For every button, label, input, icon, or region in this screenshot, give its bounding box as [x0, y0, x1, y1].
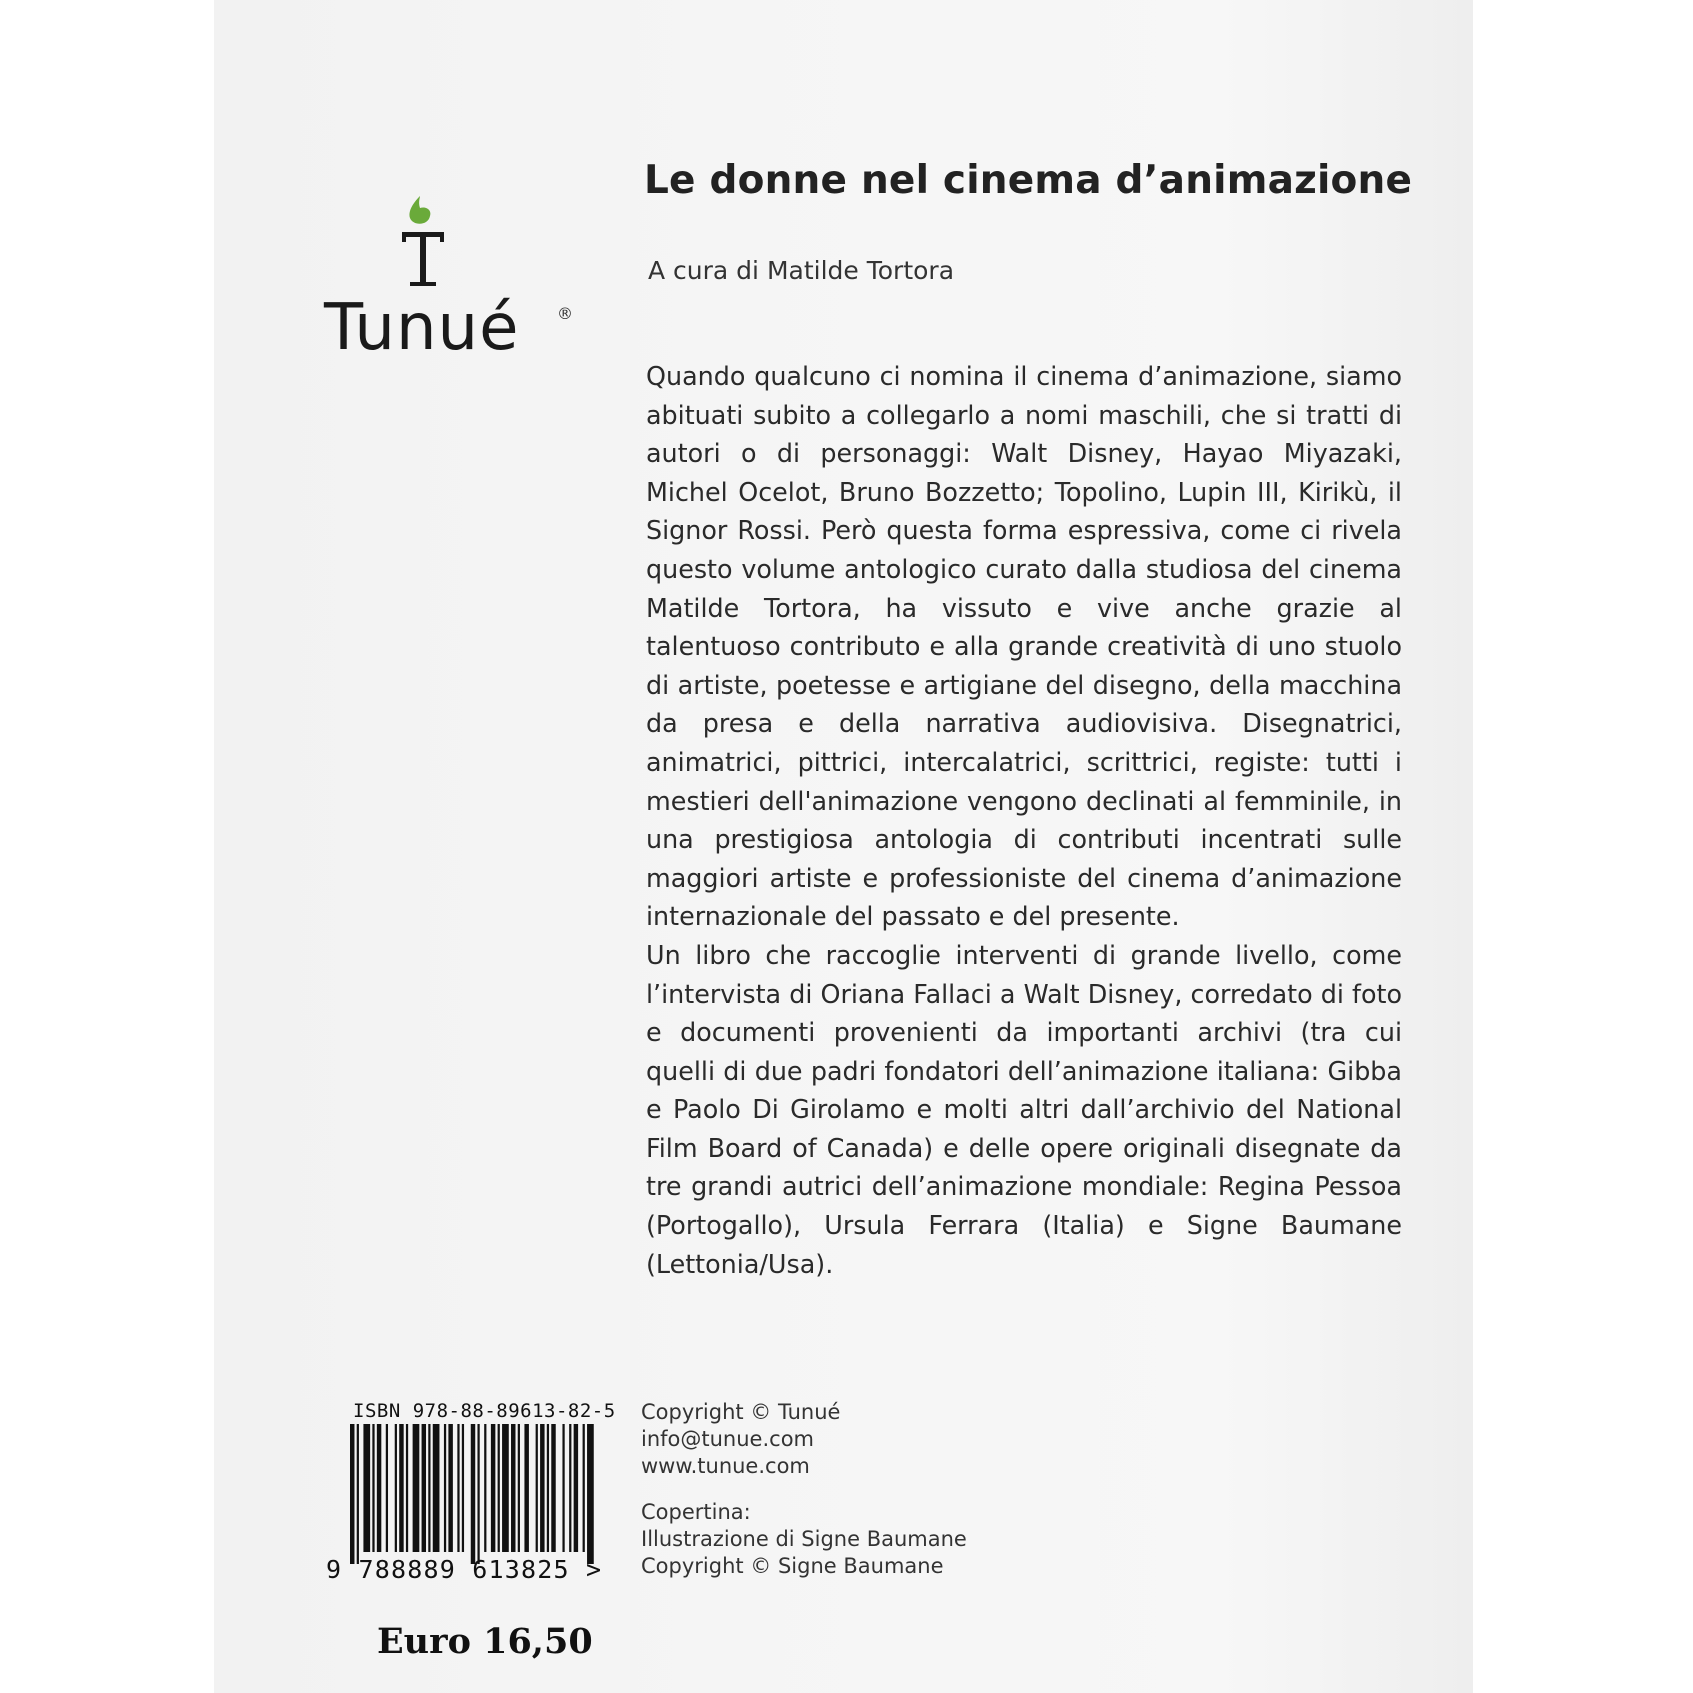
- barcode-bar: [540, 1424, 544, 1552]
- barcode-bar: [363, 1424, 370, 1552]
- barcode-bar: [511, 1424, 515, 1552]
- isbn-label: ISBN 978-88-89613-82-5: [353, 1400, 616, 1422]
- barcode-bar: [357, 1424, 359, 1564]
- barcode-bar: [574, 1424, 578, 1552]
- blurb-paragraph: Un libro che raccoglie interventi di grande livello, come l’intervista di Oriana Fallaci a Walt Disney, corredato di foto e documenti provenienti da importanti archivi (tra cui quelli di due padri fondatori dell’animazione italiana: Gibba e Paolo Di Girolamo e molti altri dall’archivio del National Film Board of Canada) e delle opere originali disegnate da tre grandi autrici dell’animazione mondiale: Regina Pessoa (Portogallo), Ursula Ferrara (Italia) e Signe Baumane (Lettonia/Usa).: [646, 939, 1402, 1279]
- book-back-cover: [214, 0, 1473, 1693]
- barcode-bar: [372, 1424, 374, 1552]
- barcode-bar: [377, 1424, 381, 1552]
- cover-illustration: Illustrazione di Signe Baumane: [641, 1527, 967, 1551]
- barcode-bar: [428, 1424, 430, 1552]
- price: Euro 16,50: [377, 1621, 593, 1662]
- barcode-bar: [491, 1424, 495, 1552]
- book-title: Le donne nel cinema d’animazione: [644, 158, 1413, 203]
- barcode-bar: [386, 1424, 388, 1552]
- website: www.tunue.com: [641, 1454, 810, 1478]
- barcode-bar: [562, 1424, 564, 1552]
- barcode-bar: [462, 1424, 464, 1552]
- barcode-icon: [350, 1424, 596, 1564]
- barcode-digits: 9 788889 613825 >: [326, 1555, 603, 1584]
- barcode-bar: [433, 1424, 440, 1552]
- barcode-bar: [524, 1424, 528, 1552]
- barcode-bar: [536, 1424, 538, 1552]
- barcode-bar: [587, 1424, 594, 1564]
- logo-wordmark: Tunué: [324, 291, 520, 365]
- email: info@tunue.com: [641, 1427, 814, 1451]
- barcode-bar: [547, 1424, 549, 1552]
- barcode-bar: [395, 1424, 397, 1552]
- barcode-bar: [583, 1424, 585, 1552]
- blurb: [646, 357, 1402, 1283]
- cover-label: Copertina:: [641, 1500, 751, 1524]
- barcode-bar: [457, 1424, 459, 1552]
- barcode-bar: [448, 1424, 452, 1552]
- barcode-bar: [502, 1424, 509, 1552]
- tunue-t-leaf-icon: [320, 196, 580, 296]
- barcode-bar: [471, 1424, 475, 1564]
- barcode-bar: [569, 1424, 571, 1552]
- barcode-bar: [406, 1424, 408, 1552]
- barcode-bar: [444, 1424, 446, 1552]
- publisher-logo: [320, 196, 580, 376]
- barcode-bar: [518, 1424, 520, 1552]
- barcode-bar: [484, 1424, 486, 1552]
- barcode-bar: [399, 1424, 403, 1552]
- barcode-bar: [350, 1424, 354, 1564]
- registered-mark: ®: [557, 304, 573, 323]
- cover-copyright: Copyright © Signe Baumane: [641, 1554, 944, 1578]
- credits: [641, 1399, 967, 1580]
- barcode-bar: [498, 1424, 500, 1552]
- barcode-bar: [477, 1424, 479, 1564]
- blurb-paragraph: Quando qualcuno ci nomina il cinema d’animazione, siamo abituati subito a collegarlo a nomi maschili, che si tratti di autori o di personaggi: Walt Disney, Hayao Miyazaki, Michel Ocelot, Bruno Bozzetto; Topolino, Lupin III, Kirikù, il Signor Rossi. Però questa forma espressiva, come ci rivela questo volume antologico curato dalla studiosa del cinema Matilde Tortora, ha vissuto e vive anche grazie al talentuoso contributo e alla grande creatività di uno stuolo di artiste, poetesse e artigiane del disegno, della macchina da presa e della narrativa audiovisiva. Disegnatrici, animatrici, pittrici, intercalatrici, scrittrici, registe: tutti i mestieri dell'animazione vengono declinati al femminile, in una prestigiosa antologia di contributi incentrati sulle maggiori artiste e professioniste del cinema d’animazione internazionale del passato e del presente.: [646, 361, 1402, 932]
- barcode-bar: [413, 1424, 420, 1552]
- barcode-bar: [551, 1424, 555, 1552]
- barcode-bar: [422, 1424, 426, 1552]
- copyright-line: Copyright © Tunué: [641, 1400, 841, 1424]
- book-editor: A cura di Matilde Tortora: [648, 256, 955, 285]
